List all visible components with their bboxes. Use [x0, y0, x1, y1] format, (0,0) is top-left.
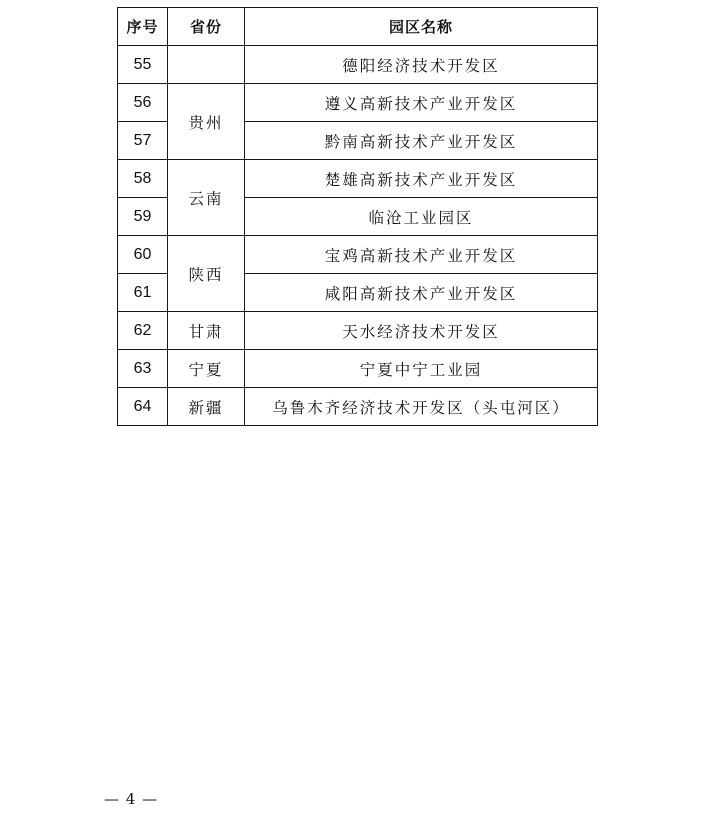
cell-serial-number: 62	[118, 312, 168, 350]
cell-province: 甘肃	[168, 312, 245, 350]
cell-serial-number: 61	[118, 274, 168, 312]
page-number: — 4 —	[104, 790, 159, 808]
cell-serial-number: 58	[118, 160, 168, 198]
cell-serial-number: 57	[118, 122, 168, 160]
header-serial-number: 序号	[118, 8, 168, 46]
cell-park-name: 临沧工业园区	[245, 198, 598, 236]
table-row	[118, 84, 598, 122]
cell-province	[168, 46, 245, 84]
cell-park-name: 乌鲁木齐经济技术开发区（头屯河区）	[245, 388, 598, 426]
cell-park-name: 黔南高新技术产业开发区	[245, 122, 598, 160]
cell-park-name: 宁夏中宁工业园	[245, 350, 598, 388]
cell-serial-number: 55	[118, 46, 168, 84]
cell-park-name: 遵义高新技术产业开发区	[245, 84, 598, 122]
cell-province: 宁夏	[168, 350, 245, 388]
cell-park-name: 天水经济技术开发区	[245, 312, 598, 350]
cell-park-name: 德阳经济技术开发区	[245, 46, 598, 84]
cell-serial-number: 56	[118, 84, 168, 122]
parks-table	[117, 7, 598, 426]
cell-province: 贵州	[168, 84, 245, 160]
cell-park-name: 咸阳高新技术产业开发区	[245, 274, 598, 312]
header-province: 省份	[168, 8, 245, 46]
cell-park-name: 楚雄高新技术产业开发区	[245, 160, 598, 198]
cell-province: 陕西	[168, 236, 245, 312]
table-row	[118, 388, 598, 426]
cell-province: 云南	[168, 160, 245, 236]
cell-province: 新疆	[168, 388, 245, 426]
cell-serial-number: 64	[118, 388, 168, 426]
table-row	[118, 350, 598, 388]
table-row	[118, 312, 598, 350]
table-row	[118, 46, 598, 84]
cell-serial-number: 60	[118, 236, 168, 274]
cell-park-name: 宝鸡高新技术产业开发区	[245, 236, 598, 274]
table-row	[118, 236, 598, 274]
cell-serial-number: 59	[118, 198, 168, 236]
header-park-name: 园区名称	[245, 8, 598, 46]
table-row	[118, 160, 598, 198]
cell-serial-number: 63	[118, 350, 168, 388]
table-header-row	[118, 8, 598, 46]
